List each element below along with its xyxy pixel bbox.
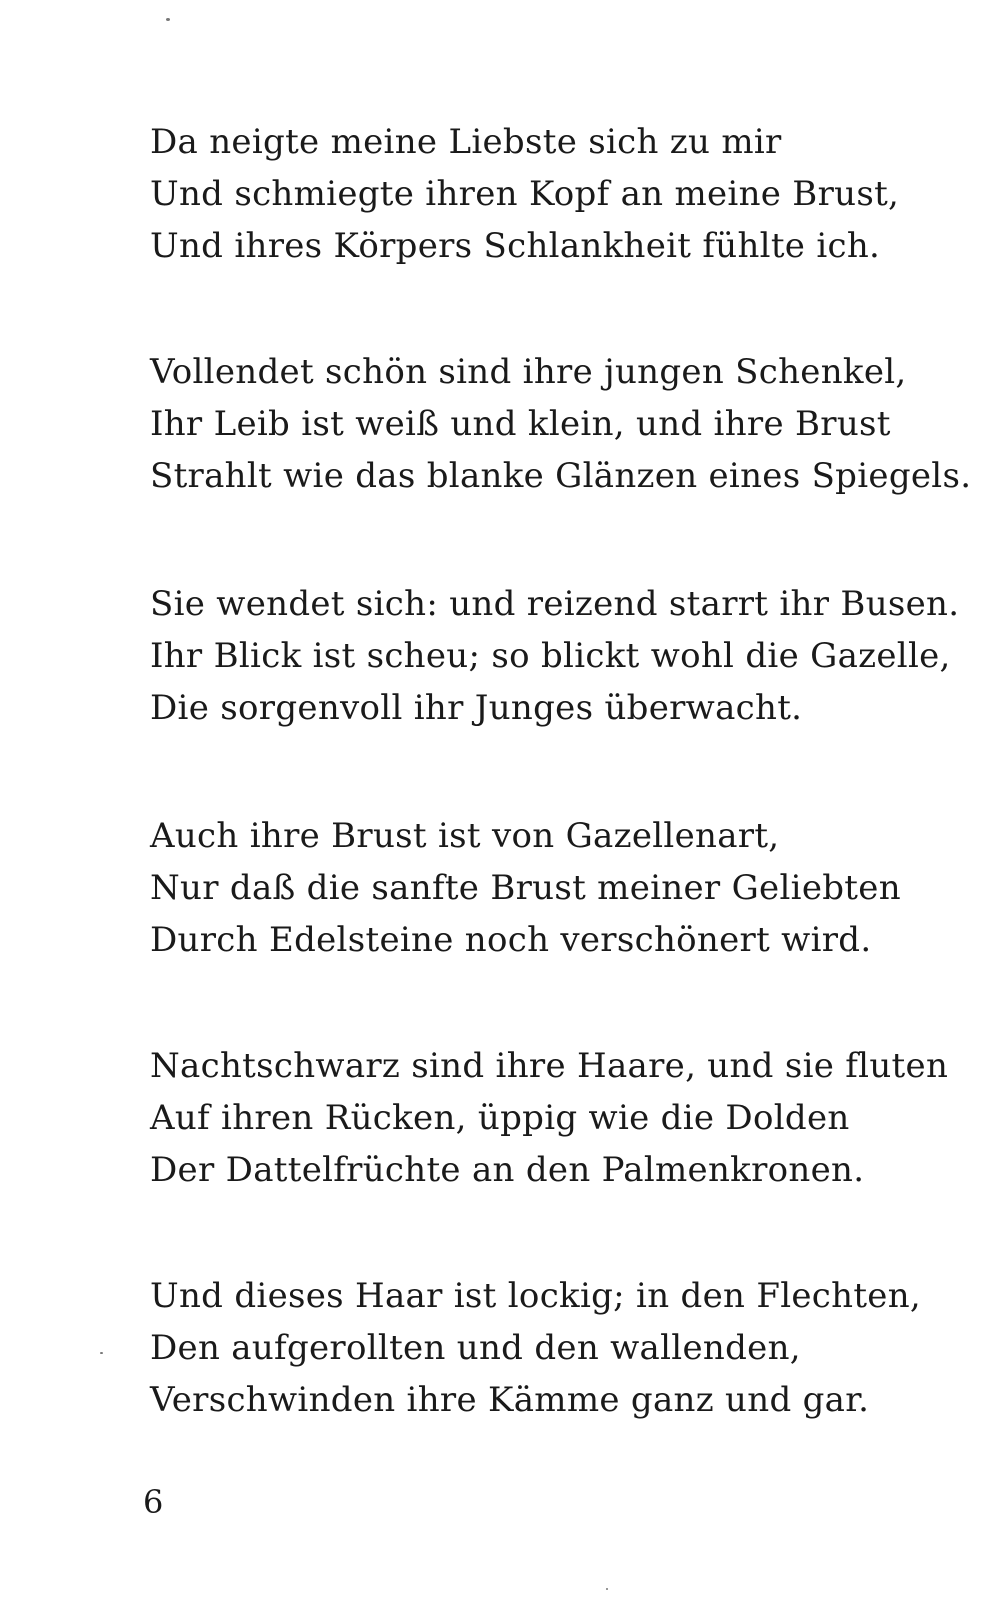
print-speck <box>606 1588 608 1590</box>
stanza-2 <box>150 346 972 502</box>
stanza-5 <box>150 1040 950 1196</box>
verse-line: Und dieses Haar ist lockig; in den Flechten, <box>150 1276 922 1316</box>
verse-line: Vollendet schön sind ihre jungen Schenkel, <box>150 352 907 392</box>
print-speck <box>100 1352 103 1354</box>
verse-line: Auch ihre Brust ist von Gazellenart, <box>150 816 780 856</box>
verse-line: Verschwinden ihre Kämme ganz und gar. <box>150 1380 870 1420</box>
stanza-3 <box>150 578 960 734</box>
verse-line: Strahlt wie das blanke Glänzen eines Spiegels. <box>150 456 972 496</box>
verse-line: Sie wendet sich: und reizend starrt ihr Busen. <box>150 584 960 624</box>
stanza-1 <box>150 116 950 272</box>
verse-line: Ihr Leib ist weiß und klein, und ihre Brust <box>150 404 891 444</box>
verse-line: Auf ihren Rücken, üppig wie die Dolden <box>150 1098 850 1138</box>
verse-line: Nur daß die sanfte Brust meiner Geliebten <box>150 868 901 908</box>
verse-line: Da neigte meine Liebste sich zu mir <box>150 122 782 162</box>
verse-line: Den aufgerollten und den wallenden, <box>150 1328 801 1368</box>
verse-line: Ihr Blick ist scheu; so blickt wohl die Gazelle, <box>150 636 951 676</box>
verse-line: Nachtschwarz sind ihre Haare, und sie fluten <box>150 1046 949 1086</box>
verse-line: Und schmiegte ihren Kopf an meine Brust, <box>150 174 900 214</box>
page-number: 6 <box>143 1483 164 1521</box>
verse-line: Durch Edelsteine noch verschönert wird. <box>150 920 872 960</box>
verse-line: Die sorgenvoll ihr Junges überwacht. <box>150 688 803 728</box>
stanza-4 <box>150 810 950 966</box>
verse-line: Der Dattelfrüchte an den Palmenkronen. <box>150 1150 865 1190</box>
stanza-6 <box>150 1270 950 1426</box>
verse-line: Und ihres Körpers Schlankheit fühlte ich. <box>150 226 881 266</box>
print-speck <box>166 18 170 21</box>
